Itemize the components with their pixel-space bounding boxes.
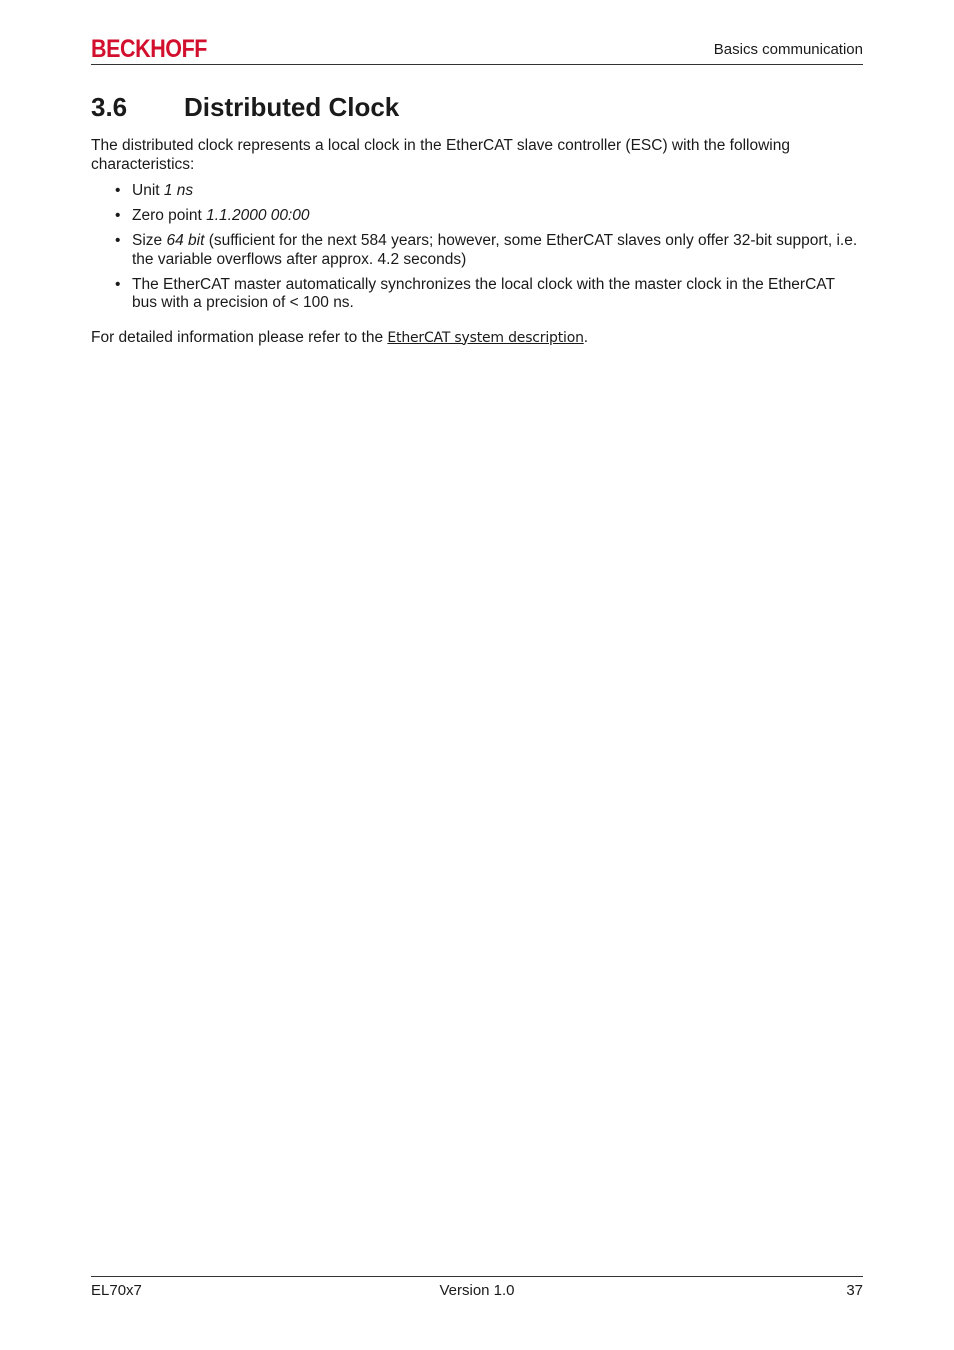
footer-version: Version 1.0 — [439, 1282, 515, 1299]
list-item-suffix: (sufficient for the next 584 years; however, some EtherCAT slaves only offer 32-bit support, i.e. the variable overflows after approx. 4.2 seconds) — [132, 232, 858, 268]
section-title: Distributed Clock — [184, 92, 400, 122]
list-item-prefix: Zero point — [132, 207, 207, 224]
bullet-icon: • — [115, 275, 121, 293]
list-item-prefix: Unit — [132, 182, 164, 199]
page-content — [91, 90, 863, 347]
list-item-emphasis: 1 ns — [163, 182, 194, 199]
bullet-icon: • — [115, 207, 121, 224]
outro-suffix: . — [583, 328, 589, 346]
list-item — [91, 232, 863, 269]
beckhoff-logo: BECKHOFF — [91, 35, 208, 63]
section-number: 3.6 — [91, 92, 128, 122]
list-item-emphasis: 64 bit — [166, 232, 205, 249]
intro-paragraph: The distributed clock represents a local clock in the EtherCAT slave controller (ESC) with the following characteristics: — [91, 137, 790, 173]
list-item — [91, 182, 863, 201]
footer-product-name: EL70x7 — [91, 1282, 142, 1299]
page-footer — [91, 1276, 863, 1301]
list-item — [91, 207, 863, 226]
bullet-icon: • — [115, 182, 121, 199]
outro-paragraph — [91, 329, 863, 348]
header-section-title: Basics communication — [713, 41, 863, 58]
section-heading — [91, 90, 863, 124]
bullet-icon: • — [115, 232, 121, 249]
list-item — [91, 276, 863, 313]
footer-page-number: 37 — [846, 1282, 863, 1299]
ethercat-system-description-link[interactable]: EtherCAT system description — [387, 329, 584, 346]
list-item-prefix: The EtherCAT master automatically synchronizes the local clock with the master clock in the EtherCAT bus with a precision of < 100 ns. — [132, 275, 835, 311]
outro-prefix: For detailed information please refer to the — [91, 328, 388, 346]
page-header — [91, 36, 863, 65]
list-item-emphasis: 1.1.2000 00:00 — [206, 207, 310, 224]
characteristics-list — [91, 182, 863, 313]
list-item-prefix: Size — [132, 232, 167, 249]
